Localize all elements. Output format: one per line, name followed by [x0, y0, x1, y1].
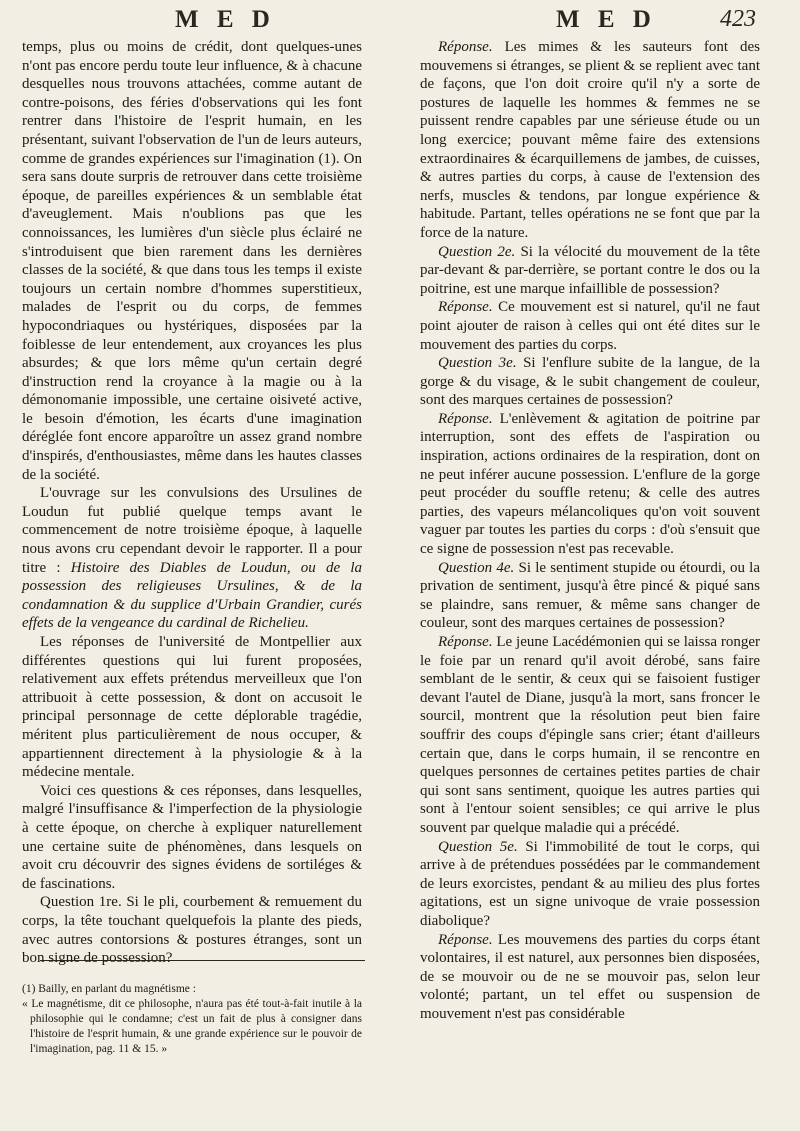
footnote-line: (1) Bailly, en parlant du magnétisme : [22, 983, 196, 995]
answer-block [420, 38, 760, 243]
answer-block [420, 410, 760, 559]
question-block [420, 243, 760, 299]
answer-block [420, 298, 760, 354]
block-label: Question 4e. [438, 559, 515, 576]
paragraph: L'ouvrage sur les convulsions des Ursulines de Loudun fut publié quelque temps avant le commencement de notre troisième époque, à laquelle nous avons cru cependant devoir le rapporter. Il a pour titre : Histoire des Diables de Loudun, ou de la possession des religieuses Ursulines, & de la condamnation & du supplice d'Urbain Grandier, curés effets de la vengeance du cardinal de Richelieu. [22, 485, 362, 632]
running-head-right: M E D [556, 6, 657, 33]
paragraph: Question 1re. Si le pli, courbement & remuement du corps, la tête touchant quelquefois la plante des pieds, avec autres contorsions & postures étranges, sont un bon signe de possession? [22, 894, 362, 967]
book-title: Histoire des Diables de Loudun, ou de la possession des religieuses Ursulines, & de la condamnation & du supplice d'Urbain Grandier, curés effets de la vengeance du cardinal de Richelieu. [22, 559, 362, 632]
block-label: Réponse. [438, 410, 493, 427]
right-column [420, 38, 760, 1023]
page-number: 423 [720, 6, 756, 32]
question-block [420, 559, 760, 633]
footnote-rule [40, 960, 365, 961]
block-text: Si l'immobilité de tout le corps, qui arrive à de prétendues possédées par le commandement de leurs exorcistes, pendant & au milieu des plus fortes agitations, est un signe univoque de vraie possession diabolique? [420, 838, 760, 929]
question-block [420, 354, 760, 410]
block-label: Question 5e. [438, 838, 518, 855]
block-text: Les mouvemens des parties du corps étant volontaires, il est naturel, aux personnes bien disposées, de se mouvoir ou de ne se mouvoir pas, selon leur volonté; partant, un tel effet ou suspension de mouvement n'est pas considérable [420, 931, 760, 1022]
block-label: Réponse. [438, 299, 493, 316]
paragraph: Voici ces questions & ces réponses, dans lesquelles, malgré l'insuffisance & l'imperfection de la physiologie à cette époque, on cherche à expliquer naturellement une certaine suite de phénomènes, dans lesquels on avoit cru découvrir des signes évidens de sortiléges & de fascinations. [22, 782, 362, 892]
block-label: Réponse. [438, 39, 493, 55]
paragraph: temps, plus ou moins de crédit, dont quelques-unes n'ont pas encore perdu toute leur influence, & à chacune desquelles nous trouvons attachées, comme autant de contre-poisons, des féries d'observations qui les font rentrer dans l'histoire de l'esprit humain, en les présentant, suivant l'observation de l'un de leurs auteurs, comme de grandes expériences sur l'imagination (1). On sera sans doute surpris de retrouver dans cette troisième époque, de pareilles expériences & un semblable état d'aveuglement. Mais n'oublions pas que les connoissances, les lumières d'un siècle plus éclairé ne s'introduisent que bien rarement dans les dernières classes de la société, & que dans tous les temps il existe toujours un certain nombre d'hommes superstitieux, malades de l'esprit ou du corps, de femmes hypocondriaques ou hystériques, disposées par la foiblesse de leur entendement, aux croyances les plus absurdes; & que lors même qu'un certain degré d'instruction rend la croyance à la magie ou à la démonomanie impossible, une certaine oisiveté active, le besoin d'émotion, les écarts d'une imagination déréglée font encore apparoître un assez grand nombre d'inspirés, d'enthousiastes, même dans les hautes classes de la société. [22, 39, 362, 483]
running-head-left: M E D [175, 6, 276, 33]
block-text: Ce mouvement est si naturel, qu'il ne faut point ajouter de raison à celles qui ont été dites sur le mouvement des parties du corps. [420, 299, 760, 353]
question-block [420, 838, 760, 931]
block-label: Question 2e. [438, 243, 516, 260]
block-label: Réponse. [438, 634, 493, 650]
block-text: Si l'enflure subite de la langue, de la gorge & du visage, & le subit changement de couleur, sont des marques certaines de possession? [420, 355, 760, 409]
block-label: Réponse. [438, 931, 493, 948]
block-text: L'enlèvement & agitation de poitrine par interruption, sont des effets de l'aspiration ou inspiration, actions ordinaires de la respiration, dont on ne peut inférer aucune possession. L'enflure de la gorge peut procéder du souffle retenu; & celle des autres parties, des vapeurs mélancoliques qu'on voit souvent vaguer par toutes les parties du corps : d'où s'ensuit que ce signe de possession n'est pas recevable. [420, 410, 760, 558]
answer-block [420, 931, 760, 1024]
footnote [22, 982, 362, 1057]
block-text: Si le sentiment stupide ou étourdi, ou la privation de sentiment, jusqu'à être pincé & piqué sans se plaindre, sans remuer, & même sans changer de couleur, sont des marques certaines de possession? [420, 559, 760, 632]
block-label: Question 3e. [438, 355, 517, 372]
block-text: Si la vélocité du mouvement de la tête par-devant & par-derrière, se portant contre le dos ou la poitrine, est une marque infaillible de possession? [420, 243, 760, 297]
left-column [22, 38, 362, 968]
block-text: Les mimes & les sauteurs font des mouvemens si étranges, se plient & se replient avec tant de façons, que l'on doit croire qu'il n'y a sorte de postures de laquelle les hommes & femmes ne se puissent rendre capables par une sérieuse étude ou un long exercice; pouvant même faire des extensions extraordinaires & écarquillemens de jambes, de cuisses, & autres parties du corps, à cause de l'extension des nerfs, muscles & tendons, par longue expérience & habitude. Partant, telles opérations ne se font que par la force de la nature. [420, 39, 760, 241]
answer-block [420, 633, 760, 838]
block-text: Le jeune Lacédémonien qui se laissa ronger le foie par un renard qu'il avoit dérobé, sans faire semblant de le sentir, & ceux qui se faisoient fustiger devant l'autel de Diane, jusqu'à la mort, sans froncer le sourcil, montrent que la résolution peut bien faire souffrir des coups d'épingle sans crier; étant d'ailleurs certain que, dans le corps humain, il se rencontre en quelques personnes de certaines petites parties de chair qui sont sans sentiment, quoique les autres parties qui sont à l'entour soient sensibles; ce qui arrive le plus souvent par quelque maladie qui a précédé. [420, 634, 760, 836]
paragraph: Les réponses de l'université de Montpellier aux différentes questions qui lui furent proposées, relativement aux effets prétendus merveilleux que l'on attribuoit à cette possession, & dont on accusoit le principal personnage de cette déplorable tragédie, méritent plus particulièrement de nous occuper, & appartiennent directement à la physiologie & à la médecine mentale. [22, 634, 362, 781]
footnote-quote: « Le magnétisme, dit ce philosophe, n'aura pas été tout-à-fait inutile à la philosophie qui le condamne; c'est un fait de plus à consigner dans l'histoire de l'esprit humain, & une grande expérience sur le pouvoir de l'imagination, pag. 11 & 15. » [22, 998, 362, 1055]
